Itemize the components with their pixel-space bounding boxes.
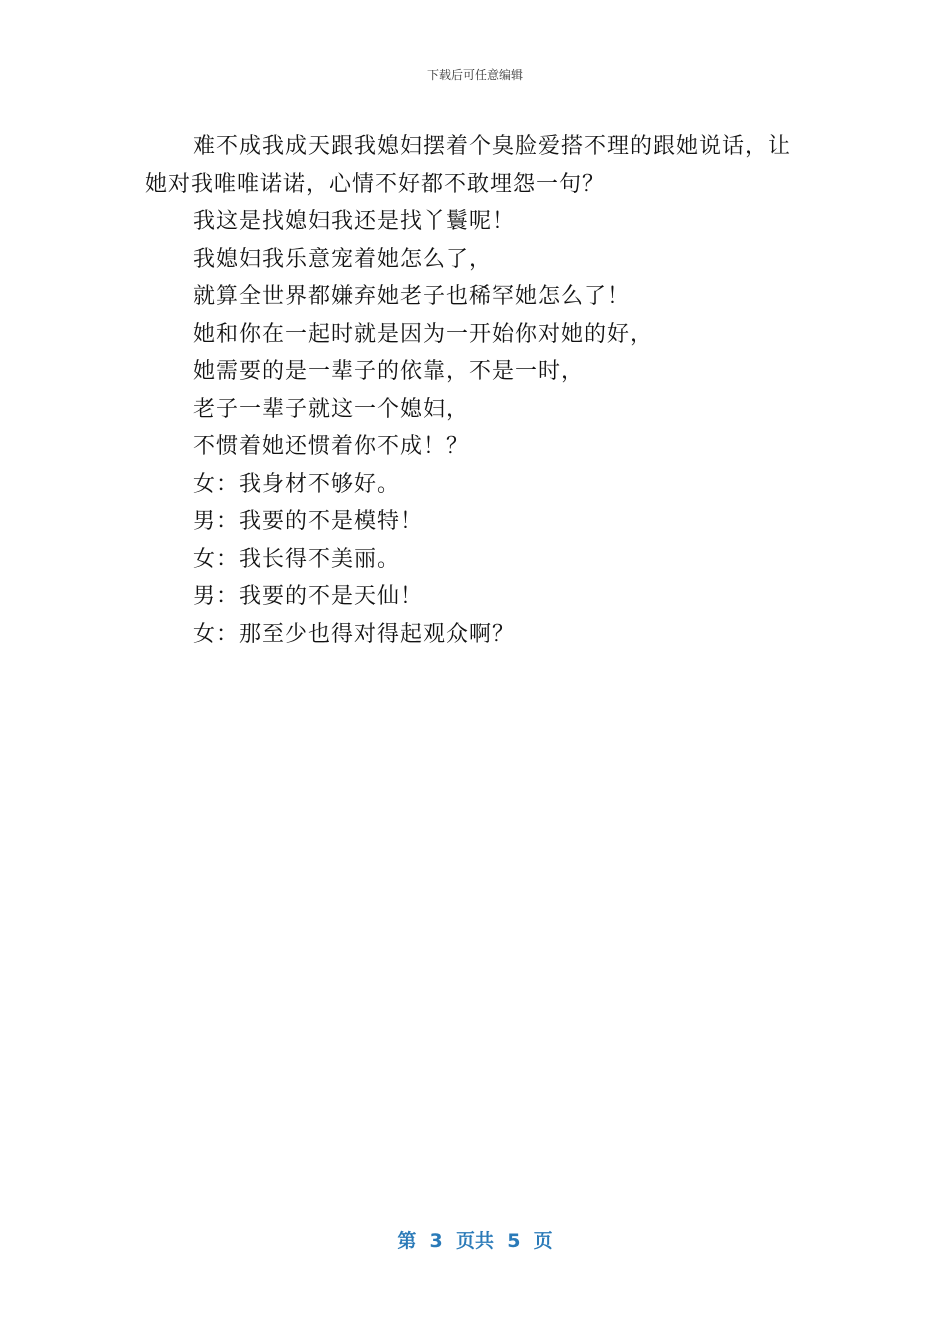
paragraph: 女：那至少也得对得起观众啊？	[193, 621, 516, 647]
document-body	[145, 128, 805, 653]
page-header: 下载后可任意编辑	[426, 68, 523, 82]
paragraph: 男：我要的不是天仙！	[193, 584, 424, 609]
page-number-footer: 第 3 页共 5 页	[397, 1230, 553, 1252]
paragraph: 我媳妇我乐意宠着她怎么了，	[193, 246, 493, 272]
paragraph: 老子一辈子就这一个媳妇，	[193, 396, 470, 422]
paragraph: 就算全世界都嫌弃她老子也稀罕她怎么了！	[193, 284, 631, 309]
paragraph: 不惯着她还惯着你不成！？	[193, 434, 470, 459]
paragraph: 难不成我成天跟我媳妇摆着个臭脸爱搭不理的跟她说话，让她对我唯唯诺诺，心情不好都不敢埋怨一句？	[145, 134, 792, 197]
paragraph: 我这是找媳妇我还是找丫鬟呢！	[193, 209, 516, 234]
paragraph: 她需要的是一辈子的依靠，不是一时，	[193, 359, 585, 384]
paragraph: 男：我要的不是模特！	[193, 509, 424, 534]
paragraph: 女：我身材不够好。	[193, 471, 401, 497]
paragraph: 她和你在一起时就是因为一开始你对她的好，	[193, 321, 654, 347]
paragraph: 女：我长得不美丽。	[193, 546, 401, 572]
